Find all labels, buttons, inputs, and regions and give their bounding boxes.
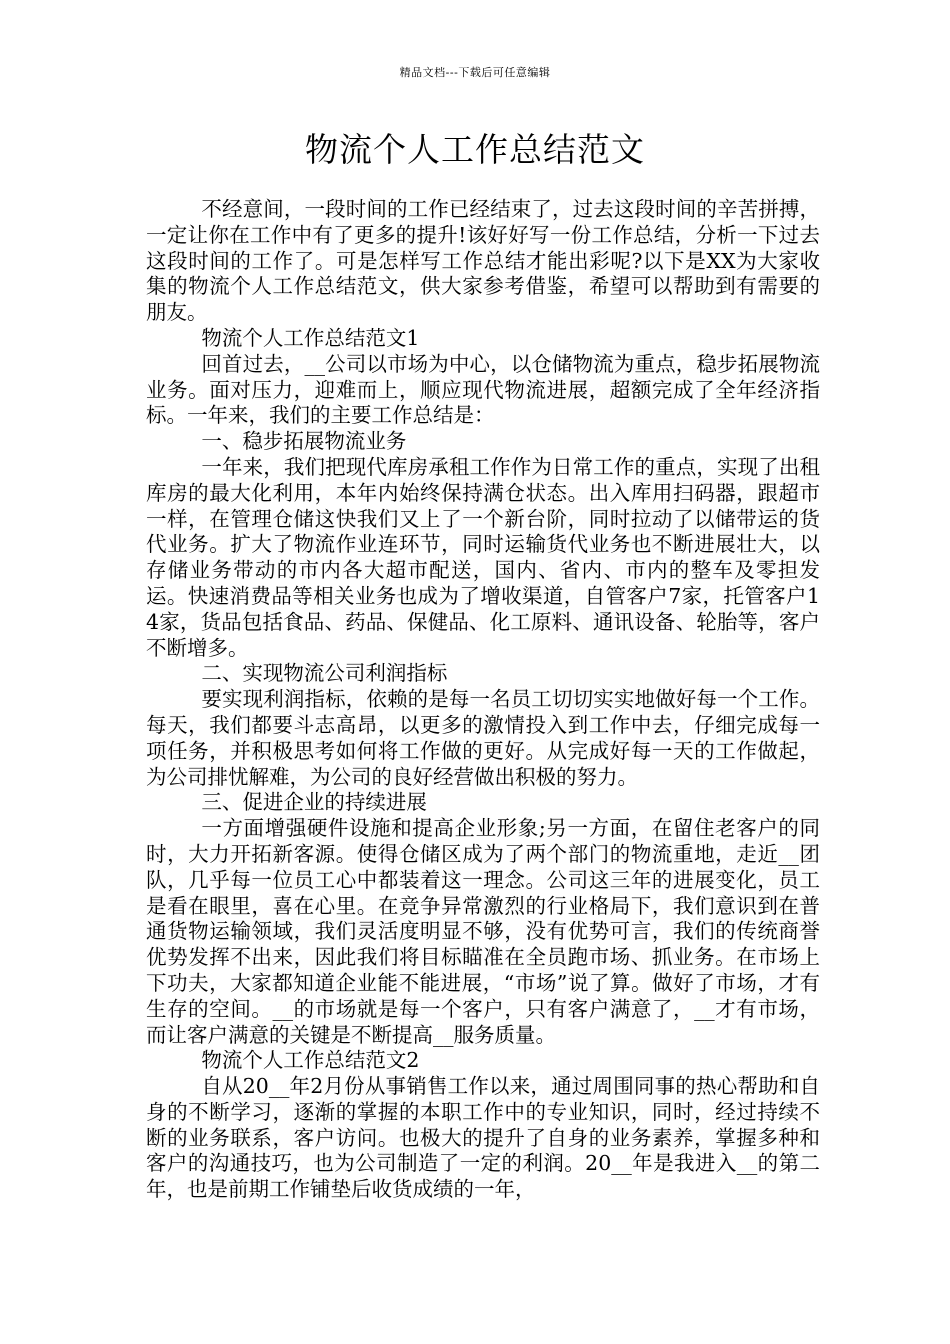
body-paragraph: 回首过去，__公司以市场为中心，以仓储物流为重点，稳步拓展物流业务。面对压力，迎难而上，顺应现代物流进展，超额完成了全年经济指标。一年来，我们的主要工作总结是：	[146, 351, 820, 428]
section-heading: 物流个人工作总结范文2	[201, 1048, 420, 1073]
section-heading: 物流个人工作总结范文1	[201, 325, 420, 350]
intro-paragraph: 不经意间，一段时间的工作已经结束了，过去这段时间的辛苦拼搏，一定让你在工作中有了更多的提升!该好好写一份工作总结，分析一下过去这段时间的工作了。可是怎样写工作总结才能出彩呢?以下是XX为大家收集的物流个人工作总结范文，供大家参考借鉴，希望可以帮助到有需要的朋友。	[146, 197, 820, 325]
document-title: 物流个人工作总结范文	[305, 130, 645, 169]
body-paragraph: 一年来，我们把现代库房承租工作作为日常工作的重点，实现了出租库房的最大化利用，本年内始终保持满仓状态。出入库用扫码器，跟超市一样，在管理仓储这快我们又上了一个新台阶，同时拉动了以储带运的货代业务。扩大了物流作业连环节，同时运输货代业务也不断进展壮大，以存储业务带动的市内各大超市配送，国内、省内、市内的整车及零担发运。快速消费品等相关业务也成为了增收渠道，自管客户7家，托管客户14家，货品包括食品、药品、保健品、化工原料、通讯设备、轮胎等，客户不断增多。	[146, 454, 820, 660]
page-header: 精品文档---下载后可任意编辑	[399, 66, 551, 79]
body-paragraph: 一方面增强硬件设施和提高企业形象;另一方面，在留住老客户的同时，大力开拓新客源。使得仓储区成为了两个部门的物流重地，走近__团队，几乎每一位员工心中都装着这一理念。公司这三年的进展变化，员工是看在眼里，喜在心里。在竞争异常激烈的行业格局下，我们意识到在普通货物运输领域，我们灵活度明显不够，没有优势可言，我们的传统商誉优势发挥不出来，因此我们将目标瞄准在全员跑市场、抓业务。在市场上下功夫，大家都知道企业能不能进展，“市场”说了算。做好了市场，才有生存的空间。__的市场就是每一个客户，只有客户满意了，__才有市场，而让客户满意的关键是不断提高__服务质量。	[146, 816, 820, 1047]
document-body	[146, 197, 820, 1203]
body-paragraph: 自从20__年2月份从事销售工作以来，通过周围同事的热心帮助和自身的不断学习，逐渐的掌握的本职工作中的专业知识，同时，经过持续不断的业务联系，客户访问。也极大的提升了自身的业务素养，掌握多种和客户的沟通技巧，也为公司制造了一定的利润。20__年是我进入__的第二年，也是前期工作铺垫后收货成绩的一年，	[146, 1074, 820, 1202]
subsection-heading: 二、实现物流公司利润指标	[201, 661, 448, 686]
body-paragraph: 要实现利润指标，依赖的是每一名员工切切实实地做好每一个工作。每天，我们都要斗志高昂，以更多的激情投入到工作中去，仔细完成每一项任务，并积极思考如何将工作做的更好。从完成好每一天的工作做起，为公司排忧解难，为公司的良好经营做出积极的努力。	[146, 687, 820, 789]
subsection-heading: 一、稳步拓展物流业务	[201, 429, 407, 454]
subsection-heading: 三、促进企业的持续进展	[201, 790, 427, 815]
